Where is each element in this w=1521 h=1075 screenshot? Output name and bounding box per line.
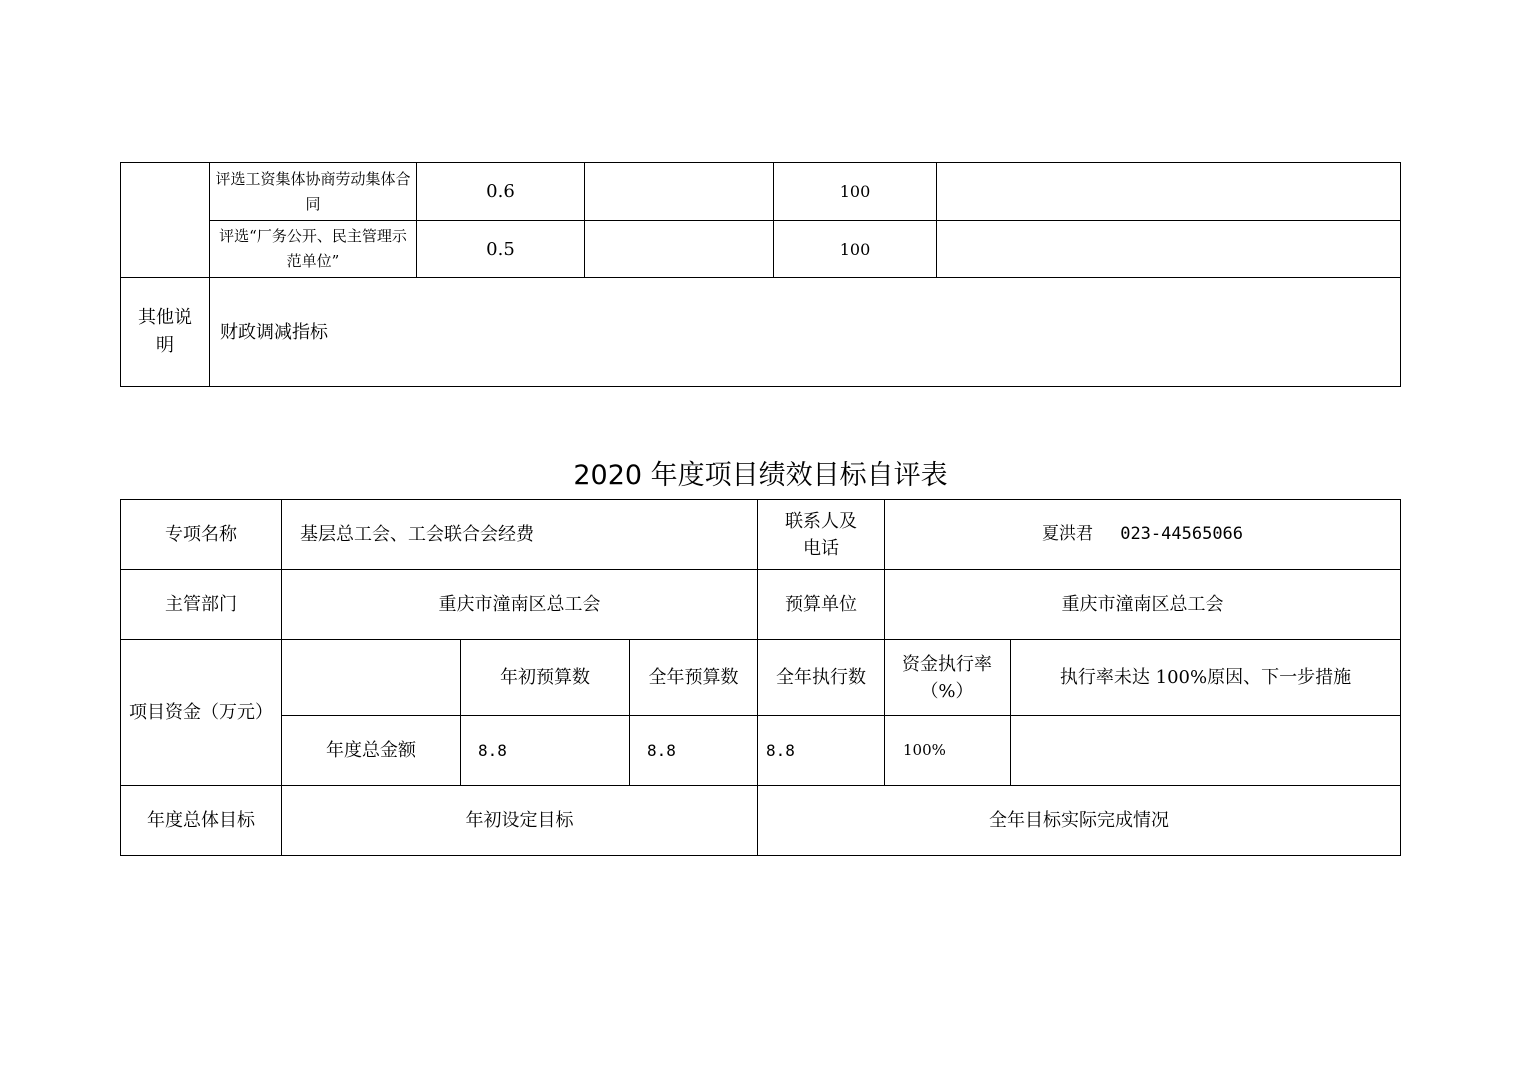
header-executed: 全年执行数: [776, 667, 866, 688]
header-exec-rate: 资金执行率（%）: [902, 653, 992, 702]
target-cell: [585, 221, 773, 277]
project-name-value: 基层总工会、工会联合会经费: [300, 524, 534, 545]
note-cell: [937, 163, 1400, 220]
budget-unit-value: 重庆市潼南区总工会: [1061, 594, 1224, 615]
exec-rate-value: 100%: [903, 741, 946, 759]
note-cell: [937, 221, 1400, 277]
score-cell: 100: [839, 182, 871, 201]
other-notes-label: 其他说明: [138, 307, 192, 356]
goal-initial-label: 年初设定目标: [465, 810, 574, 831]
header-annual-budget: 全年预算数: [648, 667, 739, 688]
annual-budget-value: 8.8: [647, 741, 676, 760]
indicator-cell: 评选“厂务公开、民主管理示范单位”: [219, 227, 407, 270]
goal-label: 年度总体目标: [147, 810, 255, 831]
goal-actual-label: 全年目标实际完成情况: [989, 810, 1169, 831]
contact-value: 夏洪君 023-44565066: [1041, 524, 1244, 544]
indicator-cell: 评选工资集体协商劳动集体合同: [215, 169, 411, 213]
contact-label: 联系人及电话: [785, 510, 857, 559]
other-notes-value: 财政调减指标: [220, 321, 328, 343]
page-title: 2020 年度项目绩效目标自评表: [573, 460, 948, 491]
annual-total-label: 年度总金额: [326, 740, 416, 761]
executed-value: 8.8: [766, 741, 795, 760]
header-reason: 执行率未达 100%原因、下一步措施: [1059, 667, 1352, 688]
target-cell: [585, 163, 773, 220]
initial-budget-value: 8.8: [478, 741, 507, 760]
dept-label: 主管部门: [165, 594, 237, 615]
dept-value: 重庆市潼南区总工会: [438, 594, 601, 615]
project-name-label: 专项名称: [165, 524, 237, 545]
header-initial-budget: 年初预算数: [500, 667, 590, 688]
weight-cell: 0.5: [486, 238, 515, 260]
score-cell: 100: [839, 239, 871, 259]
budget-unit-label: 预算单位: [785, 594, 857, 615]
weight-cell: 0.6: [486, 181, 515, 202]
funds-label: 项目资金（万元）: [129, 702, 273, 723]
reason-value: [1011, 716, 1400, 785]
